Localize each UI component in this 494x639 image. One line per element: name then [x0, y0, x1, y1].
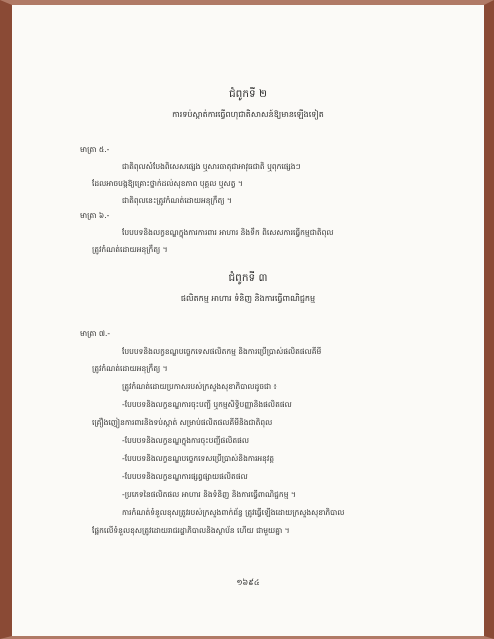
article-label: មាត្រា ៧.-	[80, 329, 111, 338]
article-label: មាត្រា ៥.-	[80, 145, 110, 154]
list-item: -ប្រភេទនៃផលិតផល អាហារ និងទំនិញ និងការធ្វើពាណិជ្ជកម្ម ។	[122, 490, 296, 499]
article-text: ជាតិពុលសំបែងពិសេសផ្សេង ឬសារធាតុជាអាវុធជាតិ ឬពុកផ្សេងៗ	[122, 162, 301, 171]
list-item: -បែបបទនិងលក្ខខណ្ឌបច្ចេកទេសប្រើប្រាស់និងការអនុវត្ត	[122, 454, 275, 463]
list-item: -បែបបទនិងលក្ខខណ្ឌការផ្សព្វផ្សាយផលិតផល	[122, 472, 248, 481]
article-text: ផ្អែកលើទំនួលខុសត្រូវដោយរាជរដ្ឋាភិបាលនិងស្ថាប័ន ហើយ ជាមួយគ្នា ។	[92, 526, 290, 535]
document-page	[12, 5, 484, 636]
article-text: ការកំណត់ទំនួលខុសត្រូវរបស់ក្រសួងពាក់ព័ន្ធ ត្រូវធ្វើឡើងដោយក្រសួងសុខាភិបាល	[122, 508, 345, 517]
list-item: គ្រឿងញៀនការពារនិងទប់ស្កាត់ សម្រាប់ផលិតផលគីមីនិងជាតិពុល	[92, 418, 273, 427]
chapter-2-subtitle: ការទប់ស្កាត់ការធ្វើពហុជាតិសាសន៍ឱ្យមានឡើងទៀត	[172, 110, 324, 119]
list-item: -បែបបទនិងលក្ខខណ្ឌក្នុងការចុះបញ្ជីផលិតផល	[122, 436, 250, 445]
article-text: ដែលអាចបង្កឱ្យគ្រោះថ្នាក់ដល់សុខភាព បុគ្គល ឬសត្វ ។	[92, 179, 243, 188]
article-text: បែបបទនិងលក្ខខណ្ឌបច្ចេកទេសផលិតកម្ម និងការប្រើប្រាស់ផលិតផលគីមី	[122, 347, 322, 356]
chapter-3-subtitle: ផលិតកម្ម អាហារ ទំនិញ និងការធ្វើពាណិជ្ជកម្ម	[180, 294, 316, 303]
article-text: ត្រូវកំណត់ដោយអនុក្រឹត្យ ។	[92, 364, 168, 373]
chapter-3-heading: ជំពូកទី ៣	[228, 272, 268, 284]
list-item: -បែបបទនិងលក្ខខណ្ឌការចុះបញ្ជី ឬកម្មសិទ្ធិបញ្ញានិងផលិតផល	[122, 400, 292, 409]
chapter-2-heading: ជំពូកទី ២	[229, 88, 267, 100]
article-text: ត្រូវកំណត់ដោយអនុក្រឹត្យ ។	[92, 245, 168, 254]
page-number: ១៦៩៤	[236, 578, 260, 587]
article-text: ត្រូវកំណត់ដោយប្រកាសរបស់ក្រសួងសុខាភិបាលដូចជា ៖	[122, 382, 277, 391]
article-text: ជាតិពុលនេះត្រូវកំណត់ដោយអនុក្រឹត្យ ។	[122, 196, 232, 205]
article-text: បែបបទនិងលក្ខខណ្ឌក្នុងការការពារ អាហារ និងទឹក ពិសេសការធ្វើកម្មជាតិពុល	[122, 228, 334, 237]
article-label: មាត្រា ៦.-	[80, 211, 110, 220]
